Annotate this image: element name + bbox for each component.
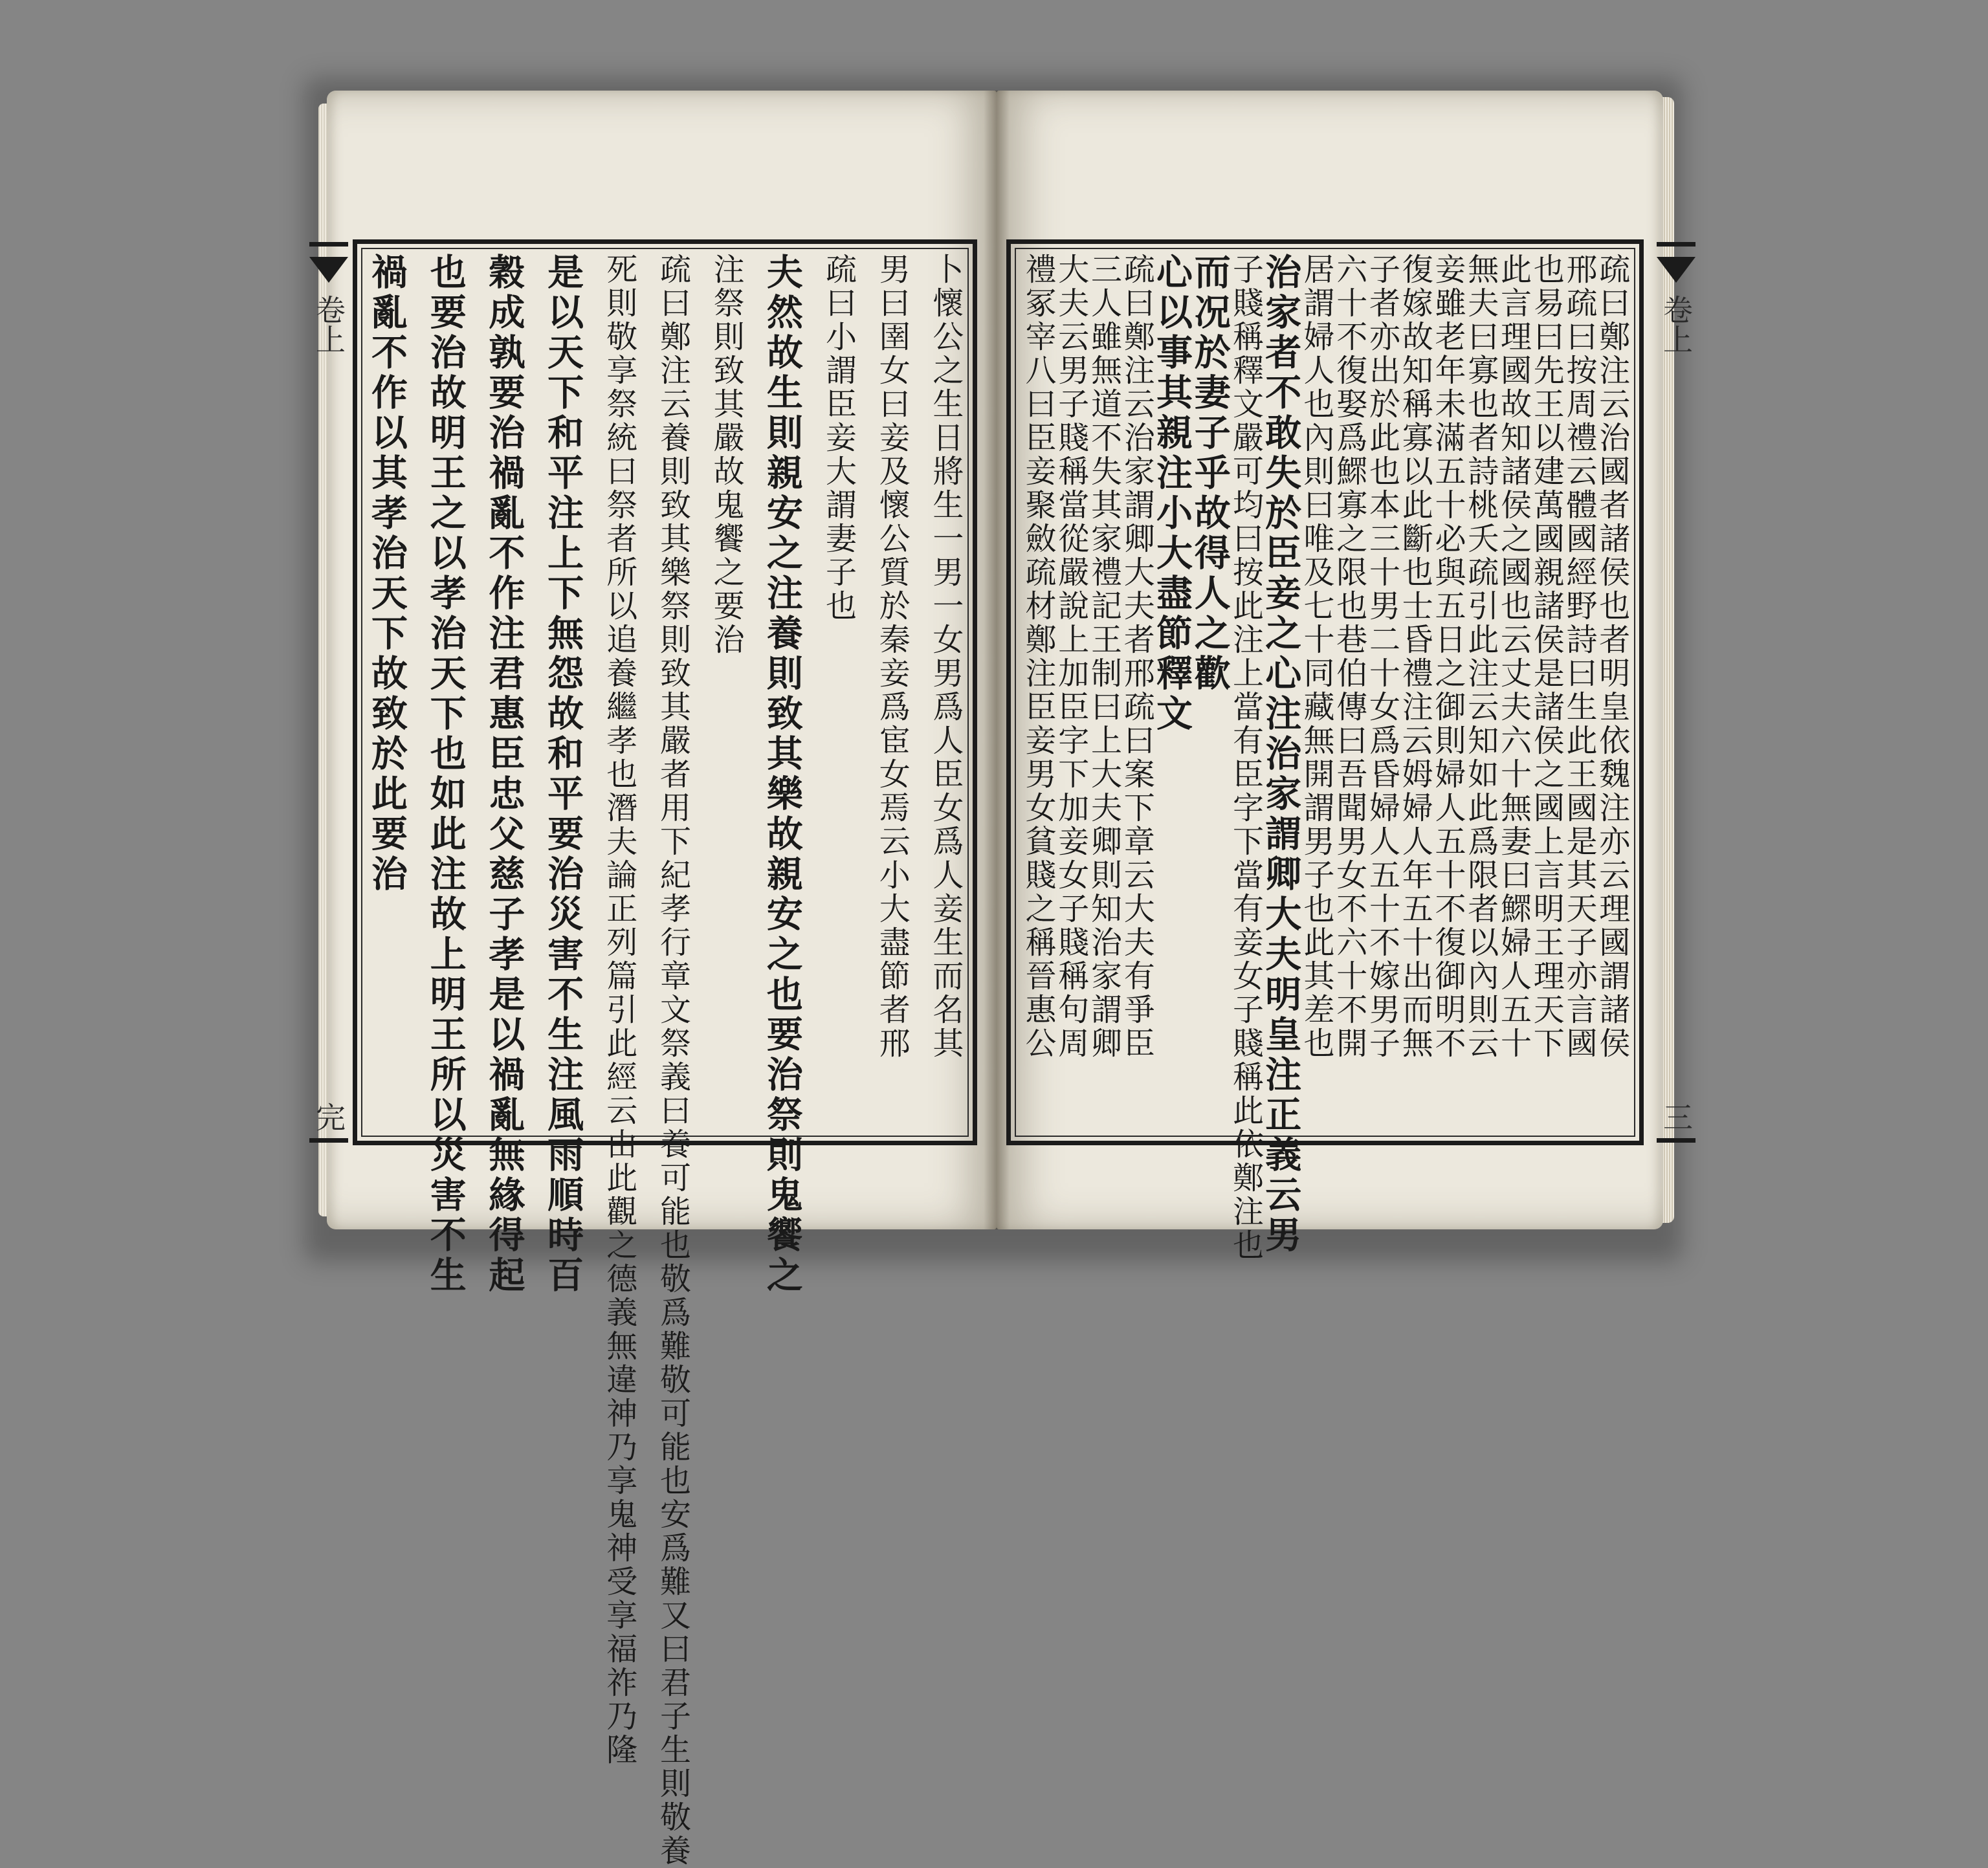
text-column: 六十不復娶爲鰥寡之限也巷伯傳曰吾聞男女不六十不開 <box>1331 253 1367 1060</box>
right-text-frame <box>1006 239 1644 1262</box>
main-text-column: 夫然故生則親安之注養則致其樂故親安之也要治祭則鬼饗之 <box>760 253 804 1296</box>
text-column: 三人雖無道不失其家禮記王制曰上大夫卿則知治家謂卿 <box>1085 253 1122 1060</box>
text-column: 妾雖老年未滿五十必與五日之御則婦人五十不復御明不 <box>1430 253 1466 1060</box>
text-column: 疏曰鄭注云治國者諸侯也者明皇依魏注亦云理國謂諸侯 <box>1593 253 1630 1060</box>
text-column: 疏曰鄭注云治家謂卿大夫者邢疏曰案下章云大夫有爭臣 <box>1118 253 1155 1060</box>
text-column: 此言理國故知諸侯之國也云丈夫六十無妻曰鰥婦人五十 <box>1495 253 1532 1060</box>
main-text-column: 而况於妻子乎故得人之歡 <box>1188 253 1231 694</box>
text-column: 注祭則致其嚴故鬼饗之要治 <box>708 253 745 657</box>
text-column: 男曰圉女曰妾及懷公質於秦妾爲宦女焉云小大盡節者邢 <box>874 253 911 1060</box>
text-column: 卜懷公之生日將生一男一女男爲人臣女爲人妾生而名其 <box>927 253 964 1060</box>
fold-page-number: 三 <box>1659 1102 1694 1132</box>
text-column: 子者亦出於此也本三十男二十女爲昏婦人五十不嫁男子 <box>1364 253 1400 1060</box>
text-column: 復嫁故知稱寡以此斷也士昏禮注云姆婦人年五十出而無 <box>1397 253 1433 1060</box>
left-columns <box>366 253 964 1868</box>
text-column: 禮冢宰八曰臣妾聚斂疏材鄭注臣妾男女貧賤之稱晉惠公 <box>1020 253 1056 1060</box>
main-text-column: 禍亂不作以其孝治天下故致於此要治 <box>366 253 408 895</box>
main-text-column: 穀成孰要治禍亂不作注君惠臣忠父慈子孝是以禍亂無緣得起 <box>483 253 526 1296</box>
main-text-column: 是以天下和平注上下無怨故和平要治災害不生注風雨順時百 <box>542 253 585 1296</box>
text-column: 無夫曰寡也者詩桃夭疏引此注云知如此爲限者以內則云 <box>1462 253 1499 1060</box>
fish-tail-mark <box>1657 257 1695 283</box>
left-fold-strip <box>309 239 348 1145</box>
text-column: 死則敬享祭統曰祭者所以追養繼孝也潛夫論正列篇引此經云由此觀之德義無違神乃享鬼神受享福祚乃隆 <box>601 253 637 1767</box>
left-text-frame <box>353 239 977 1868</box>
fold-rule <box>1657 242 1695 247</box>
right-fold-strip <box>1657 239 1695 1145</box>
fold-rule <box>1657 1138 1695 1143</box>
fold-volume-label: 卷上 <box>1659 294 1694 354</box>
text-column: 疏曰小謂臣妾大謂妻子也 <box>820 253 857 623</box>
text-column: 大夫云男子賤稱當從嚴說上加臣字下加妾女子賤稱句周 <box>1052 253 1089 1060</box>
right-columns <box>1020 253 1630 1262</box>
text-column: 邢疏曰按周禮云體國經野詩曰生此王國是其天子亦言國 <box>1561 253 1597 1060</box>
main-text-column: 治家者不敢失於臣妾之心注治家謂卿大夫明皇注正義云男 <box>1259 253 1303 1256</box>
fold-volume-label: 卷上 <box>311 294 346 354</box>
text-column: 子賤稱釋文嚴可均曰按此注上當有臣字下當有妾女子賤稱此依鄭注也 <box>1227 253 1264 1262</box>
fold-rule <box>309 242 348 247</box>
fold-page-number: 完 <box>311 1102 346 1132</box>
main-text-column: 心以事其親注小大盡節釋文 <box>1151 253 1193 734</box>
text-column: 居謂婦人也內則曰唯及七十同藏無開謂男子也此其差也 <box>1298 253 1334 1060</box>
text-column: 疏曰鄭注云養則致其樂祭則致其嚴者用下紀孝行章文祭義曰養可能也敬爲難敬可能也安爲難又曰君子生則敬養 <box>654 253 691 1868</box>
main-text-column: 也要治故明王之以孝治天下也如此注故上明王所以災害不生 <box>424 253 467 1296</box>
text-column: 也易曰先王以建萬國親諸侯是諸侯之國上言明王理天下 <box>1528 253 1565 1060</box>
book-gutter <box>984 91 1010 1229</box>
fish-tail-mark <box>309 257 348 283</box>
fold-rule <box>309 1138 348 1143</box>
